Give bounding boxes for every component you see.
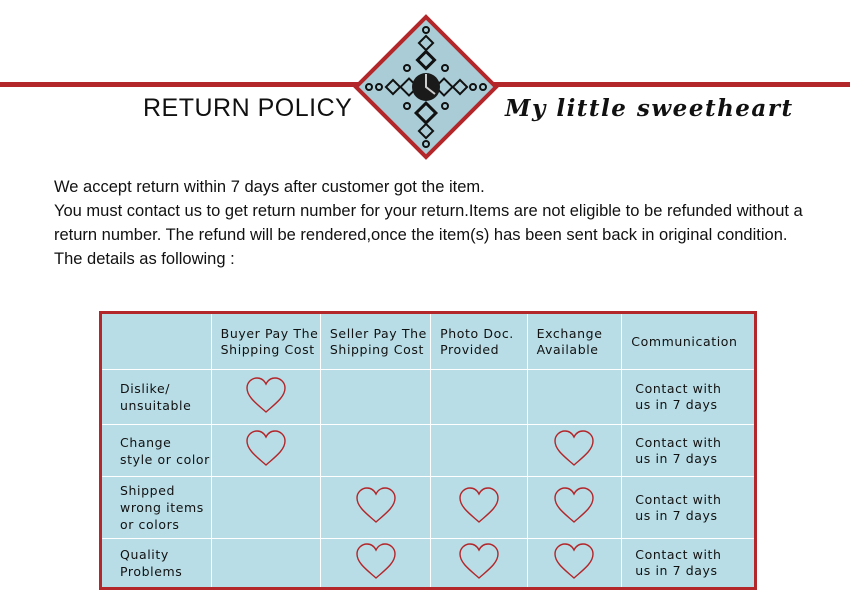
- mark-cell: [320, 477, 430, 539]
- mark-cell: [527, 370, 622, 425]
- heart-outline-icon: [245, 377, 287, 415]
- row-label: Shipped wrong items or colors: [101, 477, 212, 539]
- mark-cell: [431, 477, 527, 539]
- communication-cell: Contact with us in 7 days: [622, 425, 756, 477]
- heart-outline-icon: [553, 487, 595, 525]
- heart-outline-icon: [458, 543, 500, 581]
- diamond-logo: [353, 14, 499, 160]
- mark-cell: [320, 539, 430, 589]
- heart-outline-icon: [553, 543, 595, 581]
- communication-cell: Contact with us in 7 days: [622, 477, 756, 539]
- mark-cell: [431, 370, 527, 425]
- column-header: Communication: [622, 313, 756, 370]
- page-title: RETURN POLICY: [143, 94, 353, 122]
- mark-cell: [211, 370, 320, 425]
- mark-cell: [527, 425, 622, 477]
- table-header-row: [101, 313, 756, 370]
- column-header: Seller Pay The Shipping Cost: [320, 313, 430, 370]
- mark-cell: [527, 477, 622, 539]
- row-label: Quality Problems: [101, 539, 212, 589]
- intro-line-1: We accept return within 7 days after customer got the item.: [54, 178, 485, 196]
- mark-cell: [320, 370, 430, 425]
- mark-cell: [211, 425, 320, 477]
- heart-outline-icon: [553, 430, 595, 468]
- column-header: Photo Doc. Provided: [431, 313, 527, 370]
- intro-line-2: You must contact us to get return number for your return.Items are not eligible to be refunded without a return number. The refund will be rendered,once the item(s) has been sent back in original condition.: [54, 202, 803, 244]
- mark-cell: [211, 539, 320, 589]
- intro-line-3: The details as following :: [54, 250, 235, 268]
- column-header: [101, 313, 212, 370]
- column-header: Exchange Available: [527, 313, 622, 370]
- heart-outline-icon: [355, 543, 397, 581]
- heart-outline-icon: [355, 487, 397, 525]
- intro-text: [54, 175, 834, 271]
- table-row: [101, 425, 756, 477]
- heart-outline-icon: [458, 487, 500, 525]
- column-header: Buyer Pay The Shipping Cost: [211, 313, 320, 370]
- return-policy-table: [99, 311, 757, 590]
- mark-cell: [320, 425, 430, 477]
- table-row: [101, 370, 756, 425]
- communication-cell: Contact with us in 7 days: [622, 539, 756, 589]
- row-label: Dislike/ unsuitable: [101, 370, 212, 425]
- mark-cell: [431, 425, 527, 477]
- row-label: Change style or color: [101, 425, 212, 477]
- mark-cell: [527, 539, 622, 589]
- brand-tagline: My little sweetheart: [505, 95, 794, 122]
- mark-cell: [211, 477, 320, 539]
- table-row: [101, 477, 756, 539]
- heart-outline-icon: [245, 430, 287, 468]
- table-row: [101, 539, 756, 589]
- mark-cell: [431, 539, 527, 589]
- communication-cell: Contact with us in 7 days: [622, 370, 756, 425]
